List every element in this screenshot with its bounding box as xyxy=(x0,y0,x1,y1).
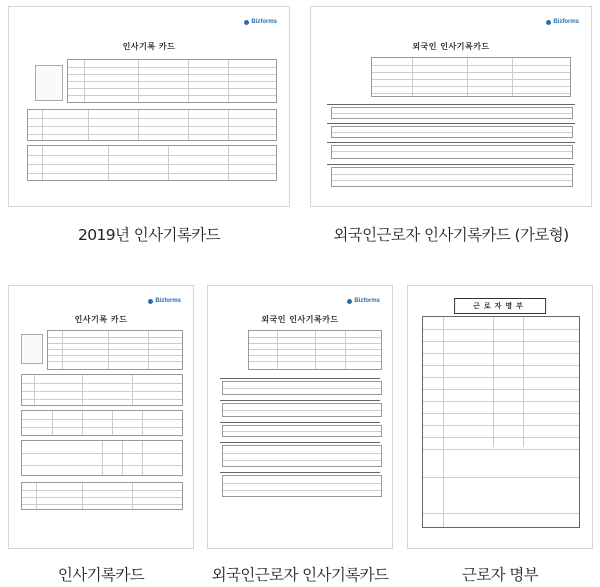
form-table xyxy=(331,126,573,138)
card-caption[interactable]: 2019년 인사기록카드 xyxy=(78,226,220,244)
brand-logo: Bizforms xyxy=(148,298,181,304)
form-table xyxy=(331,167,573,187)
brand-logo-icon xyxy=(148,299,153,304)
card-caption[interactable]: 인사기록카드 xyxy=(57,566,145,584)
form-table xyxy=(27,109,277,141)
form-table xyxy=(67,59,277,103)
document-title: 외국인 인사기록카드 xyxy=(261,315,339,324)
card-caption[interactable]: 근로자 명부 xyxy=(461,566,539,584)
brand-logo-icon xyxy=(546,20,551,25)
photo-box xyxy=(35,65,63,101)
form-table xyxy=(21,374,183,406)
form-card-foreign[interactable] xyxy=(207,285,393,549)
form-table xyxy=(21,440,183,476)
brand-logo: Bizforms xyxy=(347,298,380,304)
form-table xyxy=(331,107,573,119)
form-table xyxy=(371,57,571,97)
brand-logo-icon xyxy=(244,20,249,25)
document-title: 인사기록 카드 xyxy=(74,315,128,324)
document-title: 근로자명부 xyxy=(454,298,546,314)
form-table xyxy=(47,330,183,370)
photo-box xyxy=(21,334,43,364)
card-caption[interactable]: 외국인근로자 인사기록카드 (가로형) xyxy=(333,226,569,244)
form-table xyxy=(21,482,183,510)
form-table xyxy=(222,403,382,417)
form-card-2019-personnel[interactable] xyxy=(8,6,290,207)
document-title: 인사기록 카드 xyxy=(122,42,176,51)
brand-logo-icon xyxy=(347,299,352,304)
form-table xyxy=(331,145,573,159)
form-card-worker-register[interactable] xyxy=(407,285,593,549)
form-table xyxy=(222,381,382,395)
form-table xyxy=(21,410,183,436)
brand-logo: Bizforms xyxy=(244,19,277,25)
brand-logo: Bizforms xyxy=(546,19,579,25)
card-caption[interactable]: 외국인근로자 인사기록카드 xyxy=(211,566,389,584)
form-card-foreign-landscape[interactable] xyxy=(310,6,592,207)
document-title: 외국인 인사기록카드 xyxy=(412,42,490,51)
form-card-personnel[interactable] xyxy=(8,285,194,549)
form-table xyxy=(222,475,382,497)
form-table xyxy=(222,425,382,437)
form-table xyxy=(27,145,277,181)
form-table xyxy=(422,316,580,528)
form-table xyxy=(222,445,382,467)
form-table xyxy=(248,330,382,370)
